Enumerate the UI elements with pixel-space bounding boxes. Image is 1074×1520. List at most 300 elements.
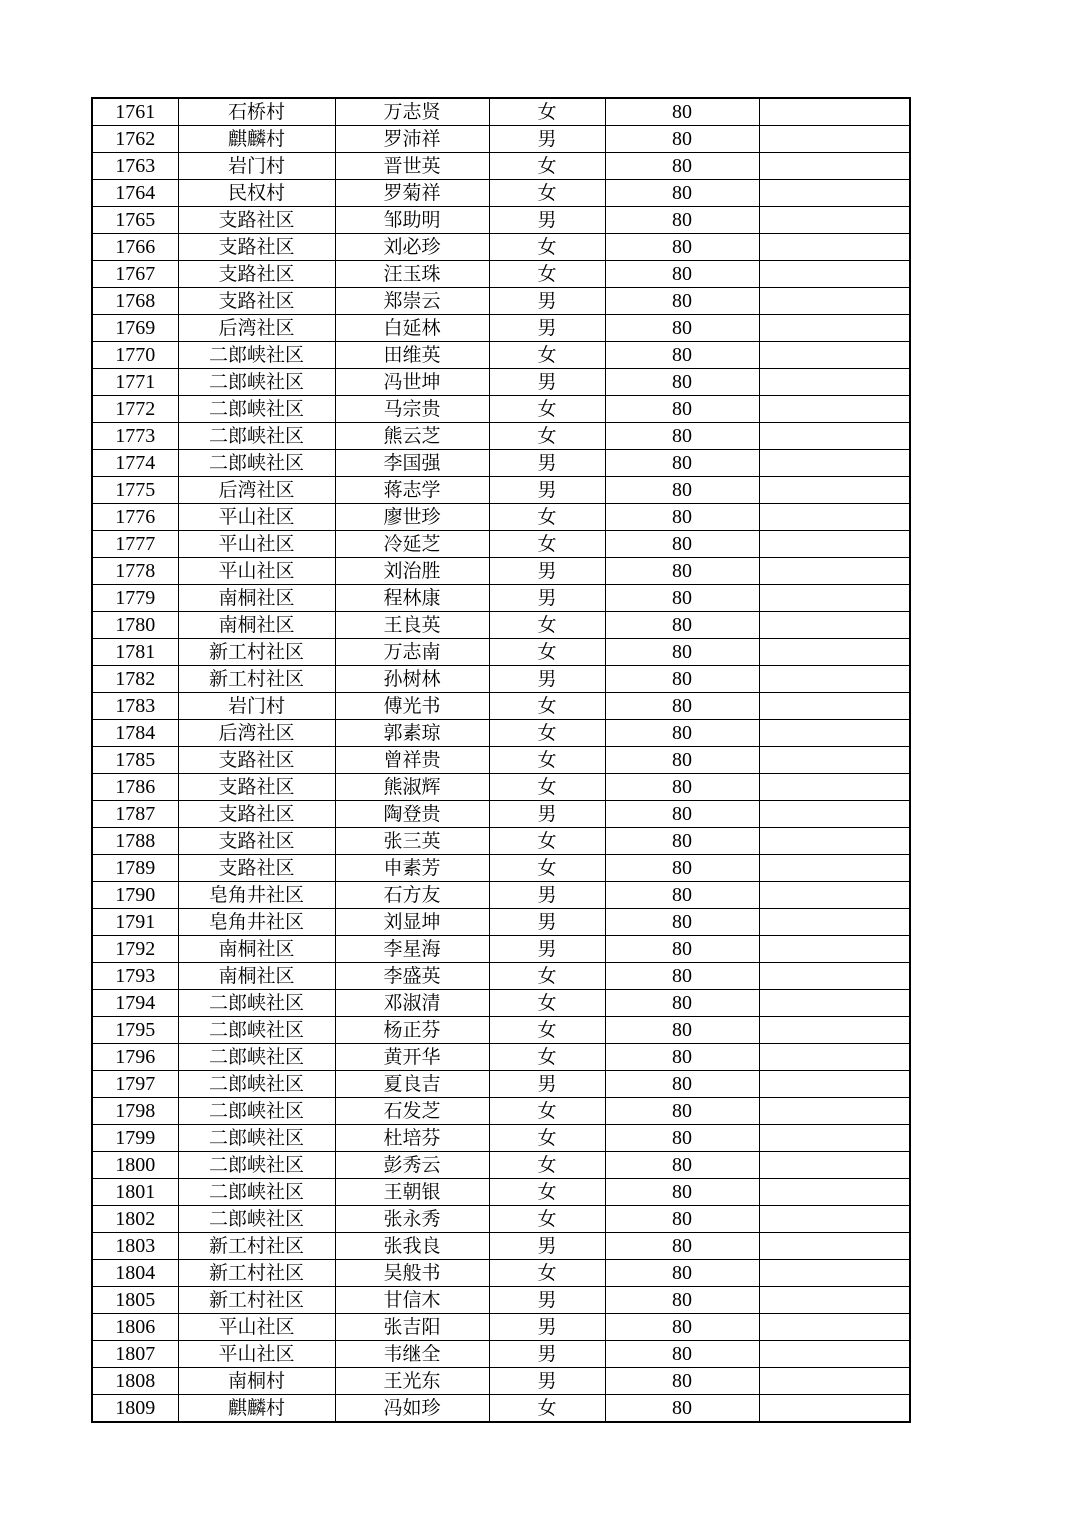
- gender-cell: 男: [489, 1287, 605, 1314]
- community-cell: 民权村: [178, 180, 335, 207]
- note-cell: [759, 909, 910, 936]
- gender-cell: 女: [489, 180, 605, 207]
- age-cell: 80: [605, 909, 759, 936]
- name-cell: 黄开华: [335, 1044, 489, 1071]
- table-row: [92, 909, 910, 936]
- name-cell: 李星海: [335, 936, 489, 963]
- community-cell: 新工村社区: [178, 1233, 335, 1260]
- gender-cell: 女: [489, 261, 605, 288]
- table-row: [92, 342, 910, 369]
- note-cell: [759, 1206, 910, 1233]
- gender-cell: 男: [489, 585, 605, 612]
- id-cell: 1796: [92, 1044, 178, 1071]
- community-cell: 二郎峡社区: [178, 1044, 335, 1071]
- id-cell: 1764: [92, 180, 178, 207]
- name-cell: 吴般书: [335, 1260, 489, 1287]
- age-cell: 80: [605, 558, 759, 585]
- name-cell: 马宗贵: [335, 396, 489, 423]
- age-cell: 80: [605, 450, 759, 477]
- note-cell: [759, 315, 910, 342]
- id-cell: 1771: [92, 369, 178, 396]
- note-cell: [759, 288, 910, 315]
- name-cell: 申素芳: [335, 855, 489, 882]
- gender-cell: 女: [489, 1179, 605, 1206]
- community-cell: 南桐社区: [178, 936, 335, 963]
- note-cell: [759, 828, 910, 855]
- name-cell: 晋世英: [335, 153, 489, 180]
- table-row: [92, 558, 910, 585]
- table-row: [92, 1125, 910, 1152]
- table-row: [92, 1017, 910, 1044]
- id-cell: 1802: [92, 1206, 178, 1233]
- note-cell: [759, 477, 910, 504]
- name-cell: 王光东: [335, 1368, 489, 1395]
- id-cell: 1807: [92, 1341, 178, 1368]
- community-cell: 麒麟村: [178, 1395, 335, 1423]
- age-cell: 80: [605, 126, 759, 153]
- community-cell: 支路社区: [178, 288, 335, 315]
- age-cell: 80: [605, 801, 759, 828]
- community-cell: 平山社区: [178, 1341, 335, 1368]
- community-cell: 南桐社区: [178, 963, 335, 990]
- table-row: [92, 450, 910, 477]
- note-cell: [759, 612, 910, 639]
- name-cell: 蒋志学: [335, 477, 489, 504]
- gender-cell: 男: [489, 1071, 605, 1098]
- name-cell: 程林康: [335, 585, 489, 612]
- gender-cell: 女: [489, 1260, 605, 1287]
- name-cell: 李国强: [335, 450, 489, 477]
- gender-cell: 女: [489, 423, 605, 450]
- id-cell: 1785: [92, 747, 178, 774]
- gender-cell: 女: [489, 1044, 605, 1071]
- community-cell: 后湾社区: [178, 315, 335, 342]
- age-cell: 80: [605, 693, 759, 720]
- note-cell: [759, 1314, 910, 1341]
- name-cell: 张永秀: [335, 1206, 489, 1233]
- id-cell: 1779: [92, 585, 178, 612]
- id-cell: 1762: [92, 126, 178, 153]
- age-cell: 80: [605, 153, 759, 180]
- community-cell: 支路社区: [178, 801, 335, 828]
- table-row: [92, 1314, 910, 1341]
- gender-cell: 男: [489, 1368, 605, 1395]
- table-row: [92, 882, 910, 909]
- age-cell: 80: [605, 315, 759, 342]
- gender-cell: 女: [489, 1017, 605, 1044]
- table-row: [92, 1206, 910, 1233]
- id-cell: 1790: [92, 882, 178, 909]
- name-cell: 李盛英: [335, 963, 489, 990]
- age-cell: 80: [605, 234, 759, 261]
- community-cell: 后湾社区: [178, 477, 335, 504]
- table-row: [92, 126, 910, 153]
- note-cell: [759, 1233, 910, 1260]
- age-cell: 80: [605, 828, 759, 855]
- gender-cell: 男: [489, 936, 605, 963]
- id-cell: 1765: [92, 207, 178, 234]
- community-cell: 二郎峡社区: [178, 369, 335, 396]
- community-cell: 麒麟村: [178, 126, 335, 153]
- id-cell: 1808: [92, 1368, 178, 1395]
- age-cell: 80: [605, 1260, 759, 1287]
- age-cell: 80: [605, 1368, 759, 1395]
- note-cell: [759, 180, 910, 207]
- id-cell: 1772: [92, 396, 178, 423]
- table-row: [92, 1152, 910, 1179]
- gender-cell: 男: [489, 450, 605, 477]
- id-cell: 1799: [92, 1125, 178, 1152]
- name-cell: 孙树林: [335, 666, 489, 693]
- note-cell: [759, 369, 910, 396]
- table-row: [92, 720, 910, 747]
- id-cell: 1800: [92, 1152, 178, 1179]
- age-cell: 80: [605, 396, 759, 423]
- community-cell: 石桥村: [178, 98, 335, 126]
- community-cell: 后湾社区: [178, 720, 335, 747]
- age-cell: 80: [605, 963, 759, 990]
- gender-cell: 女: [489, 1152, 605, 1179]
- table-row: [92, 1260, 910, 1287]
- table-row: [92, 153, 910, 180]
- name-cell: 刘必珍: [335, 234, 489, 261]
- id-cell: 1798: [92, 1098, 178, 1125]
- age-cell: 80: [605, 639, 759, 666]
- gender-cell: 女: [489, 531, 605, 558]
- gender-cell: 女: [489, 234, 605, 261]
- age-cell: 80: [605, 585, 759, 612]
- community-cell: 平山社区: [178, 1314, 335, 1341]
- id-cell: 1788: [92, 828, 178, 855]
- note-cell: [759, 855, 910, 882]
- community-cell: 南桐社区: [178, 585, 335, 612]
- id-cell: 1767: [92, 261, 178, 288]
- age-cell: 80: [605, 990, 759, 1017]
- note-cell: [759, 98, 910, 126]
- name-cell: 张三英: [335, 828, 489, 855]
- note-cell: [759, 531, 910, 558]
- note-cell: [759, 1179, 910, 1206]
- age-cell: 80: [605, 1098, 759, 1125]
- name-cell: 张我良: [335, 1233, 489, 1260]
- gender-cell: 女: [489, 963, 605, 990]
- id-cell: 1773: [92, 423, 178, 450]
- name-cell: 王良英: [335, 612, 489, 639]
- note-cell: [759, 639, 910, 666]
- table-row: [92, 774, 910, 801]
- note-cell: [759, 1071, 910, 1098]
- community-cell: 支路社区: [178, 234, 335, 261]
- id-cell: 1782: [92, 666, 178, 693]
- name-cell: 罗菊祥: [335, 180, 489, 207]
- table-row: [92, 504, 910, 531]
- community-cell: 二郎峡社区: [178, 1125, 335, 1152]
- note-cell: [759, 990, 910, 1017]
- gender-cell: 女: [489, 990, 605, 1017]
- name-cell: 邹助明: [335, 207, 489, 234]
- community-cell: 二郎峡社区: [178, 1179, 335, 1206]
- community-cell: 新工村社区: [178, 666, 335, 693]
- gender-cell: 男: [489, 369, 605, 396]
- gender-cell: 男: [489, 1341, 605, 1368]
- id-cell: 1787: [92, 801, 178, 828]
- id-cell: 1791: [92, 909, 178, 936]
- community-cell: 支路社区: [178, 207, 335, 234]
- table-row: [92, 963, 910, 990]
- id-cell: 1766: [92, 234, 178, 261]
- note-cell: [759, 693, 910, 720]
- gender-cell: 女: [489, 1395, 605, 1423]
- name-cell: 郭素琼: [335, 720, 489, 747]
- gender-cell: 女: [489, 693, 605, 720]
- table-row: [92, 612, 910, 639]
- name-cell: 汪玉珠: [335, 261, 489, 288]
- gender-cell: 女: [489, 98, 605, 126]
- gender-cell: 女: [489, 612, 605, 639]
- age-cell: 80: [605, 666, 759, 693]
- age-cell: 80: [605, 612, 759, 639]
- note-cell: [759, 1395, 910, 1423]
- note-cell: [759, 1125, 910, 1152]
- age-cell: 80: [605, 1044, 759, 1071]
- age-cell: 80: [605, 531, 759, 558]
- community-cell: 岩门村: [178, 153, 335, 180]
- id-cell: 1801: [92, 1179, 178, 1206]
- gender-cell: 男: [489, 288, 605, 315]
- community-cell: 支路社区: [178, 747, 335, 774]
- id-cell: 1795: [92, 1017, 178, 1044]
- name-cell: 傅光书: [335, 693, 489, 720]
- name-cell: 田维英: [335, 342, 489, 369]
- table-row: [92, 98, 910, 126]
- name-cell: 万志南: [335, 639, 489, 666]
- community-cell: 平山社区: [178, 504, 335, 531]
- name-cell: 刘治胜: [335, 558, 489, 585]
- age-cell: 80: [605, 747, 759, 774]
- name-cell: 张吉阳: [335, 1314, 489, 1341]
- id-cell: 1776: [92, 504, 178, 531]
- age-cell: 80: [605, 180, 759, 207]
- table-row: [92, 531, 910, 558]
- note-cell: [759, 153, 910, 180]
- table-row: [92, 666, 910, 693]
- name-cell: 罗沛祥: [335, 126, 489, 153]
- note-cell: [759, 1260, 910, 1287]
- note-cell: [759, 882, 910, 909]
- id-cell: 1792: [92, 936, 178, 963]
- table-row: [92, 477, 910, 504]
- id-cell: 1763: [92, 153, 178, 180]
- community-cell: 皂角井社区: [178, 882, 335, 909]
- gender-cell: 男: [489, 882, 605, 909]
- age-cell: 80: [605, 774, 759, 801]
- id-cell: 1769: [92, 315, 178, 342]
- name-cell: 廖世珍: [335, 504, 489, 531]
- name-cell: 白延林: [335, 315, 489, 342]
- note-cell: [759, 1341, 910, 1368]
- community-cell: 支路社区: [178, 261, 335, 288]
- age-cell: 80: [605, 1206, 759, 1233]
- gender-cell: 男: [489, 666, 605, 693]
- community-cell: 二郎峡社区: [178, 1098, 335, 1125]
- gender-cell: 男: [489, 477, 605, 504]
- note-cell: [759, 234, 910, 261]
- community-cell: 支路社区: [178, 774, 335, 801]
- note-cell: [759, 126, 910, 153]
- age-cell: 80: [605, 261, 759, 288]
- table-row: [92, 801, 910, 828]
- age-cell: 80: [605, 882, 759, 909]
- table-row: [92, 423, 910, 450]
- table-row: [92, 828, 910, 855]
- table-row: [92, 1287, 910, 1314]
- id-cell: 1775: [92, 477, 178, 504]
- name-cell: 石方友: [335, 882, 489, 909]
- id-cell: 1770: [92, 342, 178, 369]
- name-cell: 甘信木: [335, 1287, 489, 1314]
- note-cell: [759, 666, 910, 693]
- community-cell: 新工村社区: [178, 1260, 335, 1287]
- age-cell: 80: [605, 1341, 759, 1368]
- id-cell: 1783: [92, 693, 178, 720]
- note-cell: [759, 342, 910, 369]
- community-cell: 二郎峡社区: [178, 1071, 335, 1098]
- table-row: [92, 288, 910, 315]
- gender-cell: 男: [489, 1314, 605, 1341]
- age-cell: 80: [605, 369, 759, 396]
- community-cell: 南桐社区: [178, 612, 335, 639]
- community-cell: 南桐村: [178, 1368, 335, 1395]
- id-cell: 1804: [92, 1260, 178, 1287]
- note-cell: [759, 504, 910, 531]
- id-cell: 1797: [92, 1071, 178, 1098]
- community-cell: 二郎峡社区: [178, 396, 335, 423]
- note-cell: [759, 396, 910, 423]
- age-cell: 80: [605, 1179, 759, 1206]
- name-cell: 彭秀云: [335, 1152, 489, 1179]
- gender-cell: 女: [489, 855, 605, 882]
- id-cell: 1793: [92, 963, 178, 990]
- note-cell: [759, 423, 910, 450]
- id-cell: 1761: [92, 98, 178, 126]
- age-cell: 80: [605, 1233, 759, 1260]
- note-cell: [759, 1152, 910, 1179]
- community-cell: 岩门村: [178, 693, 335, 720]
- gender-cell: 男: [489, 126, 605, 153]
- gender-cell: 女: [489, 1206, 605, 1233]
- note-cell: [759, 1017, 910, 1044]
- id-cell: 1805: [92, 1287, 178, 1314]
- table-row: [92, 1395, 910, 1423]
- gender-cell: 男: [489, 207, 605, 234]
- note-cell: [759, 261, 910, 288]
- gender-cell: 女: [489, 720, 605, 747]
- community-cell: 支路社区: [178, 828, 335, 855]
- roster-table: [91, 97, 911, 1423]
- table-row: [92, 747, 910, 774]
- community-cell: 二郎峡社区: [178, 423, 335, 450]
- community-cell: 新工村社区: [178, 639, 335, 666]
- age-cell: 80: [605, 1395, 759, 1423]
- community-cell: 二郎峡社区: [178, 342, 335, 369]
- table-row: [92, 396, 910, 423]
- table-row: [92, 261, 910, 288]
- age-cell: 80: [605, 1017, 759, 1044]
- id-cell: 1789: [92, 855, 178, 882]
- age-cell: 80: [605, 423, 759, 450]
- id-cell: 1786: [92, 774, 178, 801]
- table-row: [92, 639, 910, 666]
- community-cell: 支路社区: [178, 855, 335, 882]
- name-cell: 夏良吉: [335, 1071, 489, 1098]
- age-cell: 80: [605, 855, 759, 882]
- note-cell: [759, 1368, 910, 1395]
- id-cell: 1774: [92, 450, 178, 477]
- name-cell: 曾祥贵: [335, 747, 489, 774]
- id-cell: 1806: [92, 1314, 178, 1341]
- table-row: [92, 1233, 910, 1260]
- gender-cell: 男: [489, 1233, 605, 1260]
- gender-cell: 女: [489, 828, 605, 855]
- id-cell: 1781: [92, 639, 178, 666]
- gender-cell: 男: [489, 801, 605, 828]
- gender-cell: 女: [489, 747, 605, 774]
- name-cell: 熊云芝: [335, 423, 489, 450]
- name-cell: 冯如珍: [335, 1395, 489, 1423]
- gender-cell: 女: [489, 153, 605, 180]
- id-cell: 1803: [92, 1233, 178, 1260]
- community-cell: 二郎峡社区: [178, 990, 335, 1017]
- name-cell: 陶登贵: [335, 801, 489, 828]
- gender-cell: 女: [489, 1125, 605, 1152]
- note-cell: [759, 747, 910, 774]
- gender-cell: 男: [489, 315, 605, 342]
- table-row: [92, 1044, 910, 1071]
- name-cell: 熊淑辉: [335, 774, 489, 801]
- community-cell: 二郎峡社区: [178, 1206, 335, 1233]
- table-row: [92, 234, 910, 261]
- age-cell: 80: [605, 288, 759, 315]
- name-cell: 石发芝: [335, 1098, 489, 1125]
- name-cell: 邓淑清: [335, 990, 489, 1017]
- table-row: [92, 855, 910, 882]
- community-cell: 平山社区: [178, 558, 335, 585]
- age-cell: 80: [605, 504, 759, 531]
- id-cell: 1794: [92, 990, 178, 1017]
- age-cell: 80: [605, 1314, 759, 1341]
- id-cell: 1784: [92, 720, 178, 747]
- gender-cell: 女: [489, 1098, 605, 1125]
- table-row: [92, 1368, 910, 1395]
- table-row: [92, 180, 910, 207]
- age-cell: 80: [605, 1152, 759, 1179]
- community-cell: 二郎峡社区: [178, 450, 335, 477]
- age-cell: 80: [605, 342, 759, 369]
- age-cell: 80: [605, 477, 759, 504]
- name-cell: 万志贤: [335, 98, 489, 126]
- note-cell: [759, 207, 910, 234]
- community-cell: 平山社区: [178, 531, 335, 558]
- note-cell: [759, 963, 910, 990]
- note-cell: [759, 801, 910, 828]
- age-cell: 80: [605, 1071, 759, 1098]
- table-row: [92, 585, 910, 612]
- table-row: [92, 369, 910, 396]
- table-row: [92, 1179, 910, 1206]
- gender-cell: 男: [489, 909, 605, 936]
- id-cell: 1777: [92, 531, 178, 558]
- note-cell: [759, 558, 910, 585]
